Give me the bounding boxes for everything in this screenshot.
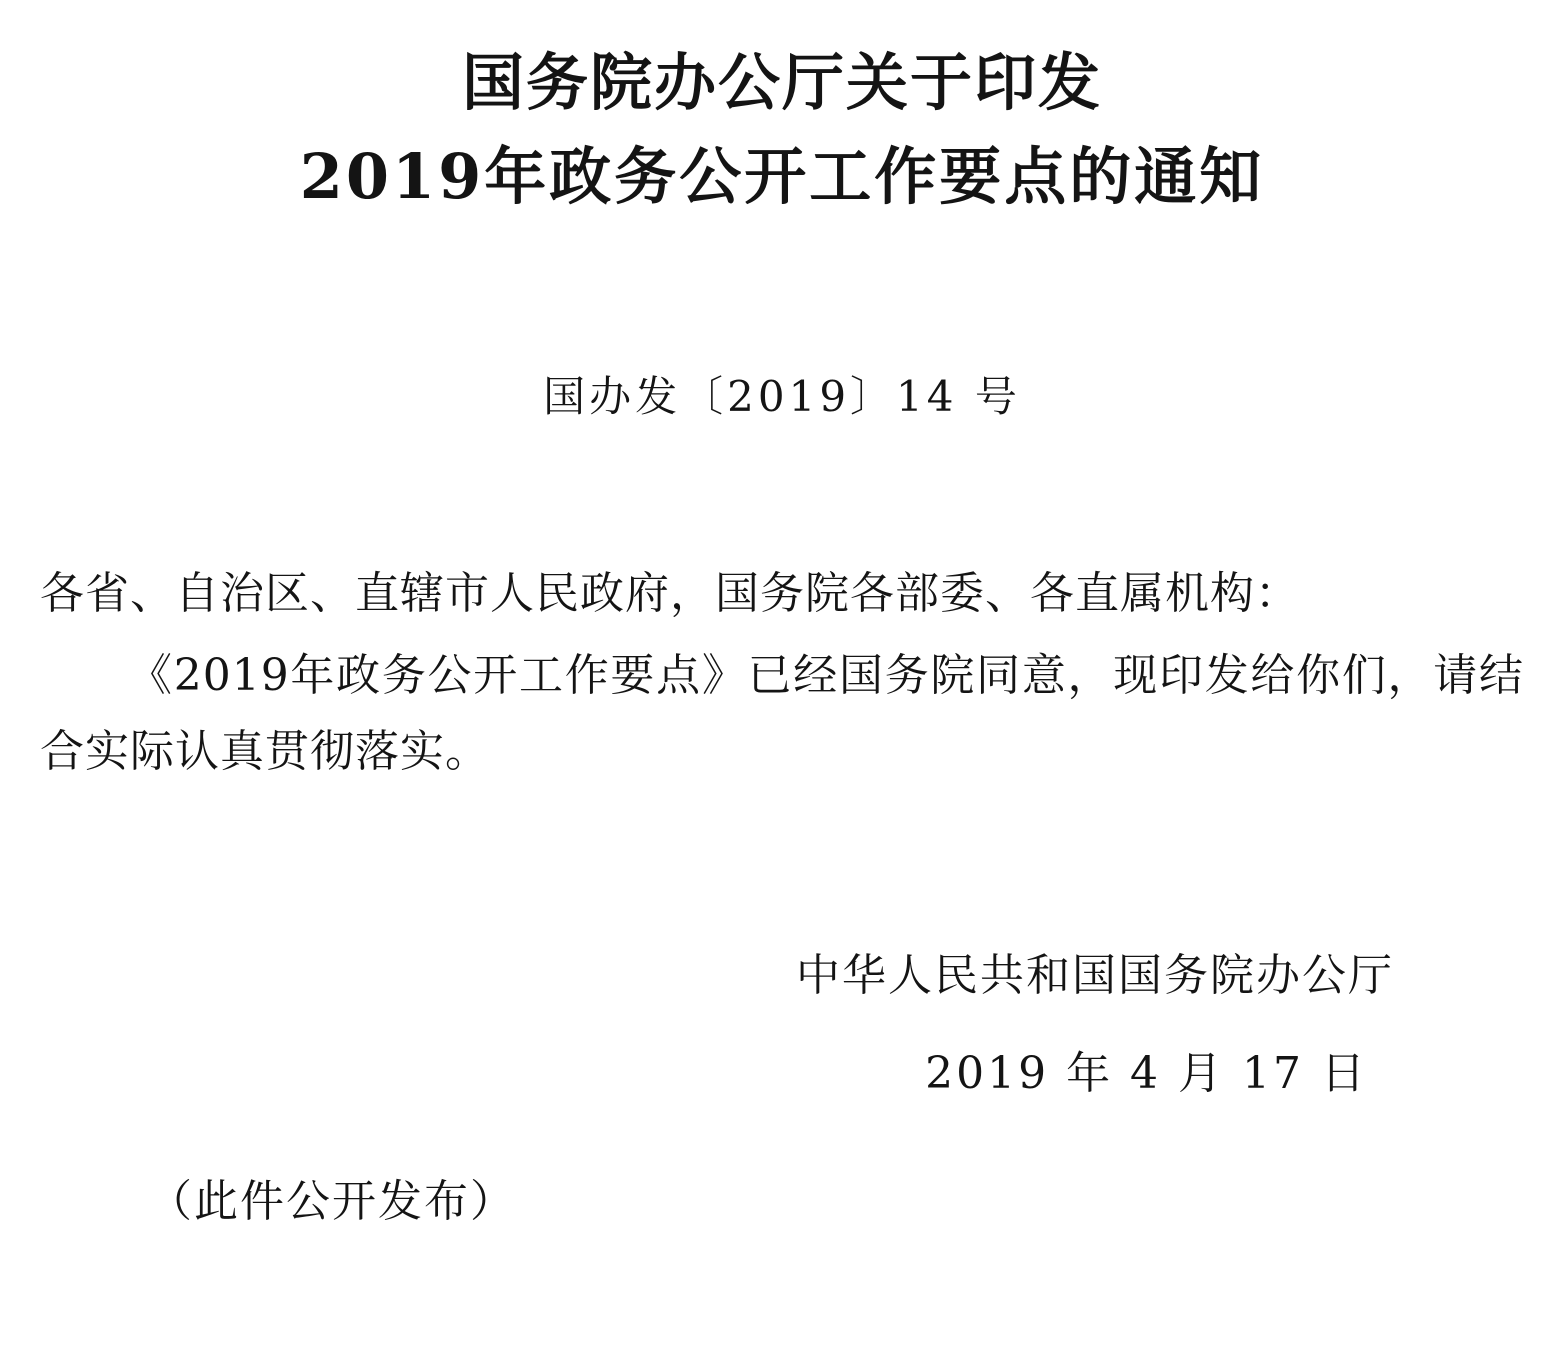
page-title-line-1: 国务院办公厅关于印发 <box>461 46 1102 119</box>
salutation: 各省、自治区、直辖市人民政府，国务院各部委、各直属机构： <box>40 568 1300 620</box>
publication-note: （此件公开发布） <box>148 1176 516 1228</box>
page-title-line-2: 2019年政务公开工作要点的通知 <box>299 140 1265 214</box>
document-number: 国办发〔2019〕14 号 <box>543 372 1021 422</box>
page-title <box>40 0 1524 224</box>
issue-date: 2019 年 4 月 17 日 <box>925 1048 1368 1100</box>
issuer-name: 中华人民共和国国务院办公厅 <box>796 950 1394 1002</box>
signature-block <box>40 939 1524 1101</box>
body-paragraph: 《2019年政务公开工作要点》已经国务院同意，现印发给你们，请结合实际认真贯彻落实。 <box>40 650 1524 777</box>
document-body <box>40 556 1524 789</box>
